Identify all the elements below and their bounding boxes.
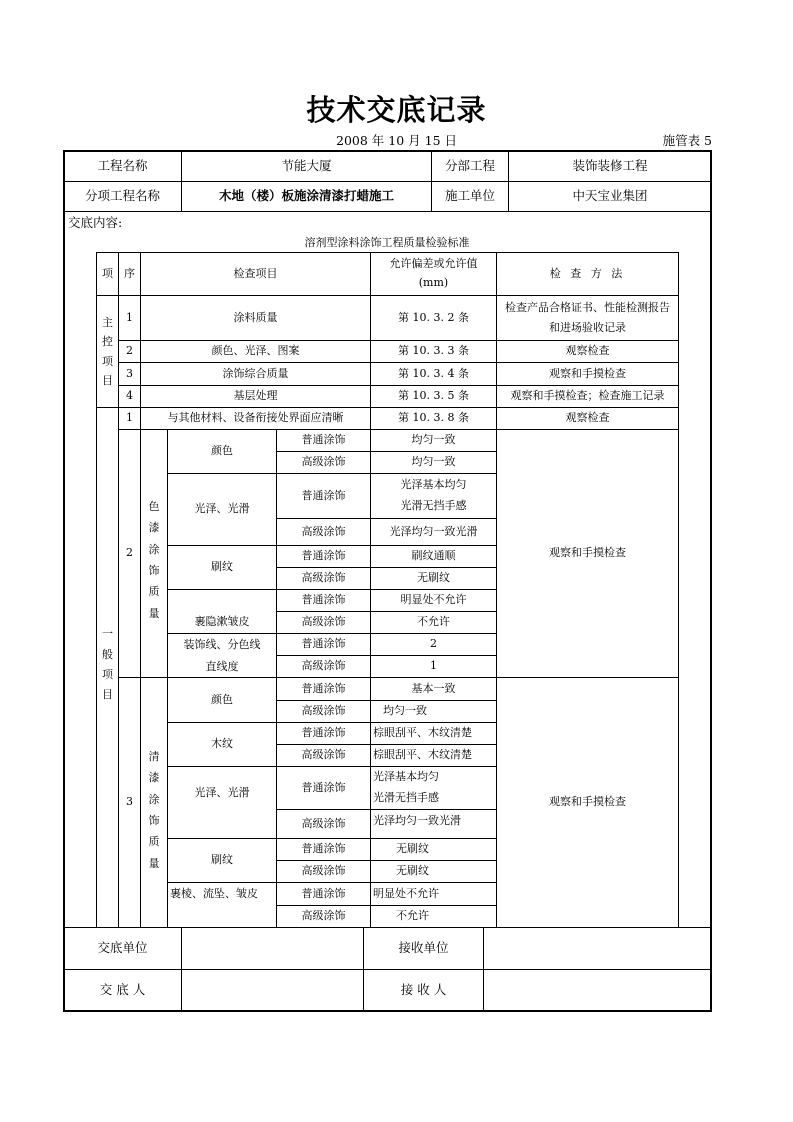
label-char: 主: [102, 316, 113, 329]
col-item: 项: [102, 266, 113, 280]
cp-brush-value-1: 刷纹通顺: [411, 549, 456, 563]
receiver-unit-label: 接收单位: [398, 940, 449, 956]
cl-gloss-name: 光泽、光滑: [194, 785, 250, 799]
cl-brush-value-2: 无刷纹: [396, 864, 429, 878]
cp-wrinkle-grade-1: 普通涂饰: [301, 593, 346, 607]
cp-color-grade-2: 高级涂饰: [301, 455, 346, 469]
clear-paint-seq: 3: [126, 795, 133, 809]
label-char: 质: [148, 585, 160, 599]
label-char: 质: [148, 835, 160, 849]
cp-gloss-grade-2: 高级涂饰: [301, 524, 346, 538]
cl-color-grade-2: 高级涂饰: [301, 704, 346, 718]
subitem-value[interactable]: 木地（楼）板施涂清漆打蜡施工: [218, 188, 394, 204]
general-label: [97, 625, 118, 705]
label-char: 漆: [148, 771, 160, 785]
issuer-unit-label: 交底单位: [97, 940, 148, 956]
cp-line-name: [168, 634, 276, 677]
method-line: 和进场验收记录: [549, 321, 626, 334]
cl-grain-name: 木纹: [211, 737, 233, 751]
main-row-3-item: 涂饰综合质量: [222, 366, 289, 380]
cl-wrinkle-value-1: 明显处不允许: [373, 886, 439, 900]
cl-gloss-value-2: 光泽均匀一致光滑: [373, 813, 461, 827]
cl-brush-name: 刷纹: [211, 853, 233, 867]
label-char: 项: [102, 354, 113, 368]
label-char: 项: [102, 668, 113, 681]
main-row-1-item: 涂料质量: [233, 310, 278, 324]
cp-brush-grade-2: 高级涂饰: [301, 571, 346, 585]
issuer-unit-field[interactable]: [182, 928, 363, 969]
main-row-4-item: 基层处理: [233, 389, 278, 403]
value-line: 光滑无挡手感: [400, 499, 467, 512]
main-row-4-seq: 4: [126, 389, 133, 403]
cl-wrinkle-grade-1: 普通涂饰: [301, 886, 346, 900]
receiver-unit-field[interactable]: [484, 928, 711, 969]
division-value[interactable]: 装饰装修工程: [572, 157, 648, 173]
project-name-value[interactable]: 节能大厦: [281, 157, 332, 173]
general-row-1-seq: 1: [126, 411, 133, 425]
name-line: 直线度: [205, 659, 239, 673]
cp-gloss-value-2: 光泽均匀一致光滑: [389, 524, 478, 538]
label-char: 饰: [148, 814, 160, 827]
color-paint-seq: 2: [126, 546, 133, 560]
main-row-3-tolerance: 第 10. 3. 4 条: [398, 366, 469, 380]
value-line: 光泽基本均匀: [400, 478, 467, 492]
col-tolerance-line2: (mm): [418, 276, 449, 289]
main-row-2-method: 观察检查: [565, 344, 610, 358]
cp-brush-value-2: 无刷纹: [417, 571, 450, 585]
cl-color-value-1: 基本一致: [411, 681, 456, 695]
cp-wrinkle-grade-2: 高级涂饰: [301, 615, 346, 629]
name-line: 装饰线、分色线: [183, 637, 261, 651]
cl-gloss-grade-1: 普通涂饰: [301, 780, 346, 794]
cp-gloss-name: 光泽、光滑: [194, 502, 250, 516]
method-line: 检查产品合格证书、性能检测报告: [505, 301, 670, 315]
cl-wrinkle-name: 裹棱、流坠、皱皮: [170, 886, 258, 900]
cp-color-value-2: 均匀一致: [411, 455, 456, 469]
cp-wrinkle-value-1: 明显处不允许: [400, 593, 467, 607]
label-char: 量: [148, 606, 160, 620]
label-char: 目: [102, 373, 113, 387]
cl-brush-grade-1: 普通涂饰: [301, 842, 346, 856]
cl-grain-grade-2: 高级涂饰: [301, 748, 346, 762]
cp-brush-grade-1: 普通涂饰: [301, 549, 346, 563]
cp-line-grade-1: 普通涂饰: [301, 637, 346, 651]
main-row-4-tolerance: 第 10. 3. 5 条: [398, 389, 469, 403]
label-char: 饰: [148, 564, 160, 577]
document-title: 技术交底记录: [306, 93, 487, 127]
cp-color-name: 颜色: [211, 444, 233, 458]
label-char: 目: [102, 688, 113, 702]
color-paint-label: [141, 495, 167, 625]
content-label: 交底内容:: [68, 215, 123, 230]
cl-color-value-2: 均匀一致: [383, 704, 427, 718]
color-paint-method: 观察和手摸检查: [549, 546, 626, 560]
cl-brush-grade-2: 高级涂饰: [301, 864, 346, 878]
cp-color-value-1: 均匀一致: [411, 433, 456, 447]
main-row-2-tolerance: 第 10. 3. 3 条: [398, 344, 469, 358]
issuer-person-field[interactable]: [182, 970, 363, 1011]
label-char: 色: [148, 499, 160, 513]
general-row-1-tolerance: 第 10. 3. 8 条: [398, 411, 469, 425]
cp-line-value-2: 1: [430, 659, 437, 673]
col-tolerance: [371, 253, 496, 295]
label-char: 一: [102, 627, 113, 641]
cl-wrinkle-value-2: 不允许: [396, 909, 429, 923]
label-char: 般: [102, 647, 113, 661]
form-number: 施管表 5: [662, 133, 712, 148]
col-check-item: 检查项目: [233, 266, 278, 280]
clear-paint-method: 观察和手摸检查: [549, 795, 626, 809]
contractor-label: 施工单位: [444, 188, 495, 204]
subitem-label: 分项工程名称: [84, 188, 160, 204]
main-row-4-method: 观察和手摸检查；检查施工记录: [510, 389, 665, 403]
main-row-2-item: 颜色、光泽、图案: [211, 344, 300, 358]
label-char: 量: [148, 856, 160, 870]
cp-wrinkle-value-2: 不允许: [417, 615, 450, 629]
label-char: 清: [148, 749, 160, 763]
cl-grain-value-1: 棕眼刮平、木纹清楚: [373, 726, 472, 740]
contractor-value[interactable]: 中天宝业集团: [572, 188, 648, 204]
main-row-2-seq: 2: [126, 344, 133, 358]
cp-wrinkle-name: 裹隐漱皱皮: [194, 615, 250, 629]
cl-grain-value-2: 棕眼刮平、木纹清楚: [373, 748, 472, 762]
label-char: 涂: [148, 542, 160, 556]
document-date: 2008 年 10 月 15 日: [336, 133, 457, 148]
label-char: 控: [102, 335, 113, 349]
col-method: 检 查 方 法: [549, 266, 626, 280]
cp-brush-name: 刷纹: [211, 560, 233, 574]
table-title: 溶剂型涂料涂饰工程质量检验标准: [304, 236, 470, 249]
cl-grain-grade-1: 普通涂饰: [301, 726, 346, 740]
cl-wrinkle-grade-2: 高级涂饰: [301, 909, 346, 923]
issuer-person-label: 交 底 人: [99, 982, 146, 998]
main-row-1-tolerance: 第 10. 3. 2 条: [398, 310, 469, 324]
main-row-3-method: 观察和手摸检查: [549, 366, 626, 380]
cp-color-grade-1: 普通涂饰: [301, 433, 346, 447]
division-label: 分部工程: [444, 157, 495, 173]
cl-color-grade-1: 普通涂饰: [301, 681, 346, 695]
cl-color-name: 颜色: [211, 692, 233, 706]
label-char: 漆: [148, 521, 160, 535]
main-row-1-method: [497, 296, 678, 340]
value-line: 光滑无挡手感: [373, 790, 439, 804]
cl-gloss-grade-2: 高级涂饰: [301, 816, 346, 830]
cp-gloss-value-1: [371, 474, 496, 518]
cp-line-value-1: 2: [430, 637, 437, 651]
label-char: 涂: [148, 792, 160, 806]
col-seq: 序: [124, 266, 135, 280]
cp-line-grade-2: 高级涂饰: [301, 659, 346, 673]
receiver-person-field[interactable]: [484, 970, 711, 1011]
col-tolerance-line1: 允许偏差或允许值: [389, 257, 478, 271]
project-name-label: 工程名称: [97, 157, 148, 173]
cp-gloss-grade-1: 普通涂饰: [301, 488, 346, 502]
main-row-3-seq: 3: [126, 366, 133, 380]
divider: [63, 211, 712, 212]
main-row-1-seq: 1: [126, 310, 133, 324]
general-row-1-item: 与其他材料、设备衔接处界面应清晰: [167, 411, 344, 425]
main-control-label: [97, 296, 118, 407]
receiver-person-label: 接 收 人: [400, 982, 447, 998]
cl-gloss-value-1: [371, 767, 496, 809]
value-line: 光泽基本均匀: [373, 770, 439, 783]
cl-brush-value-1: 无刷纹: [396, 842, 429, 856]
clear-paint-label: [141, 745, 167, 875]
general-row-1-method: 观察检查: [565, 411, 610, 425]
